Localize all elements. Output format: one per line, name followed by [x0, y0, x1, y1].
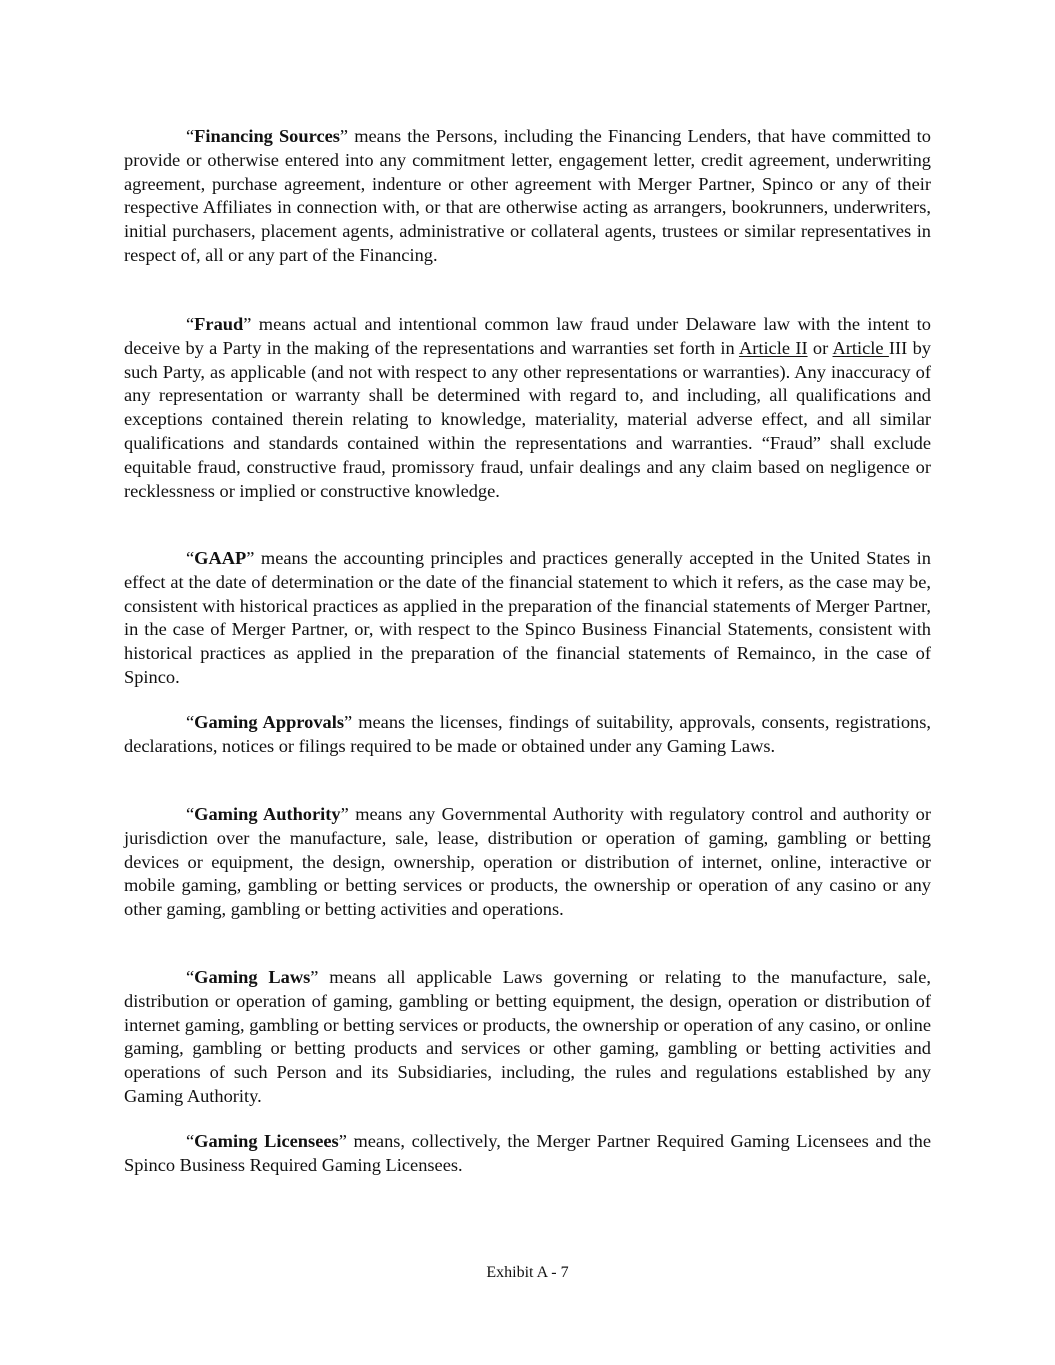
defined-term: Gaming Approvals [194, 712, 344, 732]
defined-term: Gaming Laws [194, 967, 311, 987]
definition-gaming-laws: “Gaming Laws” means all applicable Laws governing or relating to the manufacture, sale, distribution or operation of gaming, gambling or betting equipment, the design, operation or distribution of internet gaming, gambling or betting services or products, the ownership or operation of any casino, or online gaming, gambling or betting products and services or other gaming, gambling or betting activities and operations of such Person and its Subsidiaries, including, the rules and regulations established by any Gaming Authority. [124, 967, 931, 1106]
defined-term: Gaming Authority [194, 804, 341, 824]
definition-text: or [807, 337, 833, 358]
definition-text: means, collectively, the Merger Partner Required Gaming Licensees and the Spinco Business Required Gaming Licensees. [124, 1131, 931, 1175]
defined-term: Fraud [194, 314, 244, 334]
definition-gaming-authority: “Gaming Authority” means any Governmental Authority with regulatory control and authority or jurisdiction over the manufacture, sale, lease, distribution or operation of gaming, gambling or betting devices or equipment, the design, ownership, operation or distribution of internet, online, interactive or mobile gaming, gambling or betting services or products, the ownership or operation of any casino or any other gaming, gambling or betting activities and operations. [124, 804, 931, 920]
definition-gaap: “GAAP” means the accounting principles and practices generally accepted in the United States in effect at the date of determination or the date of the financial statement to which it refers, as the case may be, consistent with historical practices as applied in the preparation of the financial statements of Merger Partner, in the case of Merger Partner, or, with respect to the Spinco Business Financial Statements, consistent with historical practices as applied in the preparation of the financial statements of Remainco, in the case of Spinco. [124, 548, 931, 687]
definition-text: III by such Party, as applicable (and not with respect to any other representations or warranties). Any inaccuracy of any representation or warranty shall be determined with regard to, and including, all qualifications and exceptions contained therein relating to knowledge, materiality, material adverse effect, and all similar qualifications and standards contained within the representations and warranties. “Fraud” shall exclude equitable fraud, constructive fraud, promissory fraud, unfair dealings and any claim based on negligence or recklessness or implied or constructive knowledge. [124, 337, 931, 501]
definition-text: means all applicable Laws governing or relating to the manufacture, sale, distribution or operation of gaming, gambling or betting equipment, the design, operation or distribution of internet gaming, gambling or betting services or products, the ownership or operation of any casino, or online gaming, gambling or betting products and services or other gaming, gambling or betting activities and operations of such Person and its Subsidiaries, including, the rules and regulations established by any Gaming Authority. [124, 967, 931, 1106]
article-ii-link[interactable]: Article II [738, 337, 808, 358]
defined-term: Gaming Licensees [194, 1131, 339, 1151]
definition-text: means the licenses, findings of suitability, approvals, consents, registrations, declarations, notices or filings required to be made or obtained under any Gaming Laws. [124, 712, 931, 756]
defined-term: Financing Sources [194, 126, 340, 146]
definition-text: means the accounting principles and practices generally accepted in the United States in effect at the date of determination or the date of the financial statement to which it refers, as the case may be, consistent with historical practices as applied in the preparation of the financial statements of Merger Partner, in the case of Merger Partner, or, with respect to the Spinco Business Financial Statements, consistent with historical practices as applied in the preparation of the financial statements of Remainco, in the case of Spinco. [124, 548, 931, 687]
definition-text: means the Persons, including the Financing Lenders, that have committed to provide or otherwise entered into any commitment letter, engagement letter, credit agreement, underwriting agreement, purchase agreement, indenture or other agreement with Merger Partner, Spinco or any of their respective Affiliates in connection with, or that are otherwise acting as arrangers, bookrunners, underwriters, initial purchasers, placement agents, administrative or collateral agents, trustees or similar representatives in respect of, all or any part of the Financing. [124, 126, 931, 265]
definition-gaming-approvals: “Gaming Approvals” means the licenses, findings of suitability, approvals, consents, registrations, declarations, notices or filings required to be made or obtained under any Gaming Laws. [124, 712, 931, 756]
definition-financing-sources: “Financing Sources” means the Persons, including the Financing Lenders, that have committed to provide or otherwise entered into any commitment letter, engagement letter, credit agreement, underwriting agreement, purchase agreement, indenture or other agreement with Merger Partner, Spinco or any of their respective Affiliates in connection with, or that are otherwise acting as arrangers, bookrunners, underwriters, initial purchasers, placement agents, administrative or collateral agents, trustees or similar representatives in respect of, all or any part of the Financing. [124, 126, 931, 265]
page-footer: Exhibit A - 7 [486, 1264, 569, 1281]
definition-fraud: “Fraud” means actual and intentional common law fraud under Delaware law with the intent to deceive by a Party in the making of the representations and warranties set forth in Article II or Article III by such Party, as applicable (and not with respect to any other representations or warranties). Any inaccuracy of any representation or warranty shall be determined with regard to, and including, all qualifications and exceptions contained therein relating to knowledge, materiality, material adverse effect, and all similar qualifications and standards contained within the representations and warranties. “Fraud” shall exclude equitable fraud, constructive fraud, promissory fraud, unfair dealings and any claim based on negligence or recklessness or implied or constructive knowledge. [124, 314, 931, 501]
definition-gaming-licensees: “Gaming Licensees” means, collectively, the Merger Partner Required Gaming Licensees and the Spinco Business Required Gaming Licensees. [124, 1131, 931, 1175]
definition-text: means any Governmental Authority with regulatory control and authority or jurisdiction over the manufacture, sale, lease, distribution or operation of gaming, gambling or betting devices or equipment, the design, ownership, operation or distribution of internet, online, interactive or mobile gaming, gambling or betting services or products, the ownership or operation of any casino or any other gaming, gambling or betting activities and operations. [124, 804, 931, 920]
definition-text: means actual and intentional common law fraud under Delaware law with the intent to deceive by a Party in the making of the representations and warranties set forth in [124, 314, 931, 358]
article-iii-link[interactable]: Article [832, 337, 889, 358]
defined-term: GAAP [194, 548, 247, 568]
